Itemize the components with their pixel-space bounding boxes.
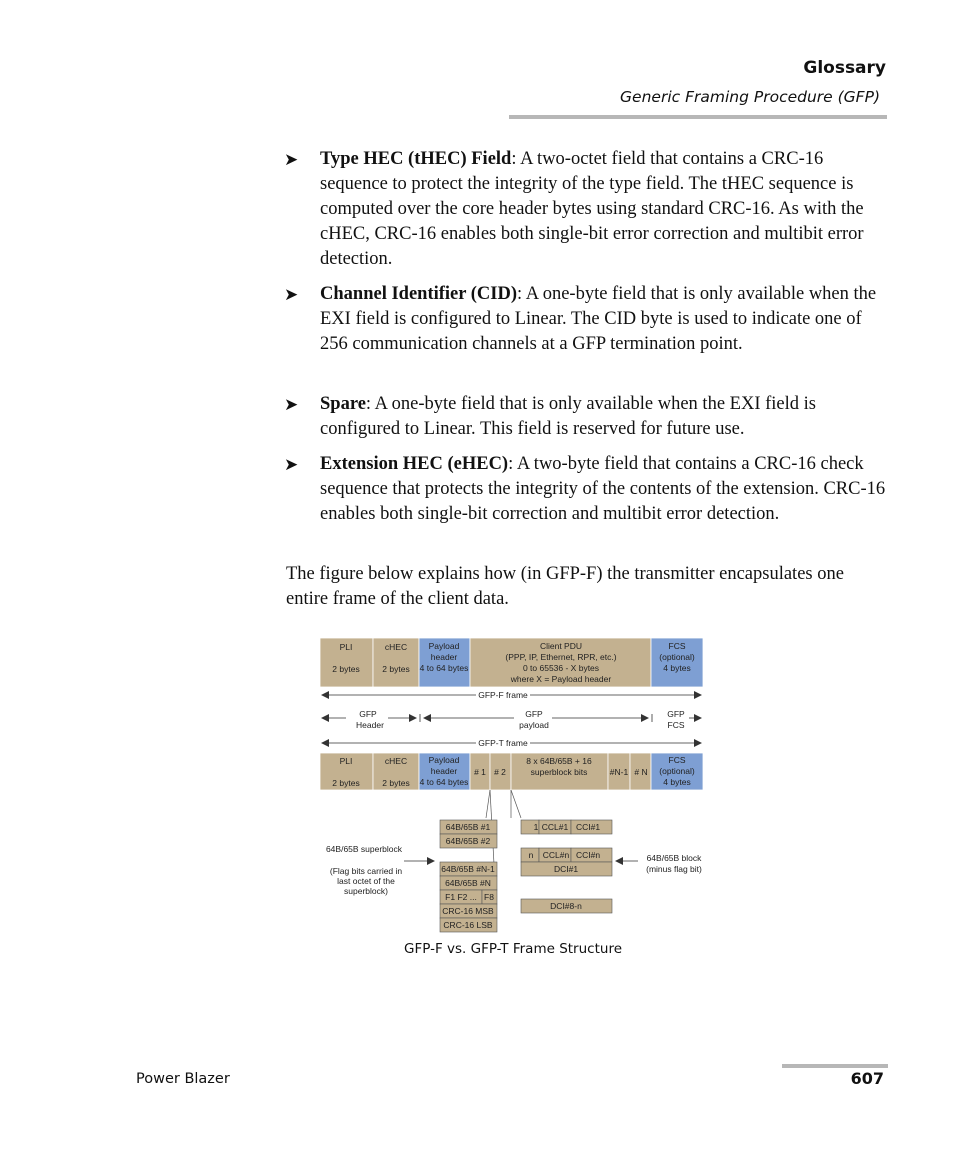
gfp-fcs-label: GFP [667, 709, 685, 719]
gfp-payload-label: payload [519, 720, 549, 730]
bullet-text: : A one-byte field that is only available when the EXI field is configured to Linear. This field is reserved for future use. [320, 394, 816, 439]
gfp-fcs-label: FCS [667, 720, 685, 730]
superblock-note: last octet of the [337, 876, 395, 886]
block-cell: CCI#n [575, 850, 601, 860]
block-cell: CCI#1 [575, 822, 601, 832]
stack-cell: 64B/65B #N-1 [441, 864, 495, 874]
gfpf-pli-size: 2 bytes [332, 664, 360, 674]
block-label: (minus flag bit) [646, 864, 702, 874]
superblock-label: 64B/65B superblock [325, 844, 403, 854]
stack-cell: F1 F2 ... [445, 892, 477, 902]
stack-cell: CRC-16 MSB [442, 906, 494, 916]
gfpf-fcs-label: (optional) [659, 652, 695, 662]
gfpf-fcs-label: FCS [668, 641, 686, 651]
figure-caption: GFP-F vs. GFP-T Frame Structure [404, 941, 622, 957]
superblock-stack [440, 820, 497, 932]
gfpf-payload-header-label: Payload [428, 641, 460, 651]
bullet-text: : A one-byte field that is only available when the EXI field is configured to Linear. The CID byte is used to indicate one of 256 communication channels at a GFP termination point. [320, 284, 877, 354]
gfpf-client-pdu-size: 0 to 65536 - X bytes [522, 663, 600, 673]
page-number: 607 [850, 1069, 884, 1088]
stack-cell: 64B/65B #1 [445, 822, 491, 832]
bullet-term: Spare [320, 394, 366, 414]
bullet-text: : A two-octet field that contains a CRC-16 sequence to protect the integrity of the type field. The tHEC sequence is computed over the core header bytes using standard CRC-16. As with the cHEC, CRC-16 enables both single-bit error correction and multibit error detection. [320, 149, 864, 269]
block-cell: CCL#1 [541, 822, 569, 832]
gfpt-fcs-label: (optional) [659, 766, 695, 776]
bullet-item [284, 147, 886, 272]
gfp-payload-label: GFP [525, 709, 543, 719]
bullet-arrow-icon: ➤ [284, 150, 299, 169]
gfpf-fcs-size: 4 bytes [663, 663, 691, 673]
gfpt-superblock-n1-label: #N-1 [609, 767, 629, 777]
gfpf-chec-label: cHEC [384, 642, 408, 652]
block-cell: CCL#n [542, 850, 570, 860]
gfpt-superblocks-label: 8 x 64B/65B + 16 [526, 756, 592, 766]
gfpt-fcs-size: 4 bytes [663, 777, 691, 787]
gfpt-payload-header-label: Payload [428, 755, 460, 765]
gfp-header-label: GFP [359, 709, 377, 719]
gfp-header-label: Header [356, 720, 384, 730]
gfpt-row [320, 753, 703, 790]
gfpt-payload-header-size: 4 to 64 bytes [419, 777, 469, 787]
bullet-term: Type HEC (tHEC) Field [320, 149, 512, 169]
header-title: Glossary [803, 58, 886, 78]
gfpf-client-pdu-label: (PPP, IP, Ethernet, RPR, etc.) [505, 652, 617, 662]
block-detail [521, 820, 612, 913]
gfpt-chec-size: 2 bytes [382, 778, 410, 788]
footer-product: Power Blazer [136, 1071, 230, 1087]
gfpt-superblocks-label: superblock bits [530, 767, 588, 777]
gfp-frame-structure-figure [316, 634, 708, 936]
block-cell: DCI#8-n [550, 901, 582, 911]
stack-cell: 64B/65B #2 [445, 836, 491, 846]
gfpf-pli-label: PLI [339, 642, 353, 652]
superblock-note: (Flag bits carried in [329, 866, 403, 876]
gfpt-pli-label: PLI [339, 756, 353, 766]
bullet-arrow-icon: ➤ [284, 395, 299, 414]
gfpf-client-pdu-note: where X = Payload header [510, 674, 612, 684]
superblock-note: superblock) [344, 886, 388, 896]
gfpt-chec-label: cHEC [384, 756, 408, 766]
header-rule [509, 115, 887, 119]
gfpt-pli-size: 2 bytes [332, 778, 360, 788]
block-cell: DCI#1 [553, 864, 579, 874]
gfpt-superblock-2-label: # 2 [494, 767, 506, 777]
bullet-text: : A two-byte field that contains a CRC-16 check sequence that protects the integrity of the contents of the extension. CRC-16 enables both single-bit correction and multibit error detection. [320, 454, 886, 524]
bullet-item [284, 282, 886, 357]
stack-cell: 64B/65B #N [445, 878, 491, 888]
footer-rule [782, 1064, 888, 1068]
bullet-term: Channel Identifier (CID) [320, 284, 517, 304]
block-cell: 1 [533, 822, 539, 832]
gfpf-payload-header-size: 4 to 64 bytes [419, 663, 469, 673]
gfpf-frame-label: GFP-F frame [478, 690, 528, 700]
gfpf-chec-size: 2 bytes [382, 664, 410, 674]
stack-cell: F8 [484, 892, 494, 902]
gfpf-client-pdu-label: Client PDU [539, 641, 583, 651]
gfpt-fcs-label: FCS [668, 755, 686, 765]
gfpf-payload-header-label: header [430, 652, 458, 662]
block-cell: n [528, 850, 534, 860]
gfpt-superblock-n-label: # N [634, 767, 648, 777]
header-subtitle: Generic Framing Procedure (GFP) [620, 88, 880, 106]
block-label: 64B/65B block [646, 853, 702, 863]
gfpt-superblock-1-label: # 1 [474, 767, 486, 777]
bullet-arrow-icon: ➤ [284, 455, 299, 474]
gfpt-payload-header-label: header [430, 766, 458, 776]
stack-cell: CRC-16 LSB [443, 920, 493, 930]
gfpt-frame-label: GFP-T frame [478, 738, 528, 748]
bullet-item [284, 392, 886, 442]
bullet-term: Extension HEC (eHEC) [320, 454, 509, 474]
intro-paragraph: The figure below explains how (in GFP-F) the transmitter encapsulates one entire frame of the client data. [286, 564, 844, 609]
bullet-arrow-icon: ➤ [284, 285, 299, 304]
gfpf-row [320, 638, 703, 687]
bullet-item [284, 452, 886, 527]
